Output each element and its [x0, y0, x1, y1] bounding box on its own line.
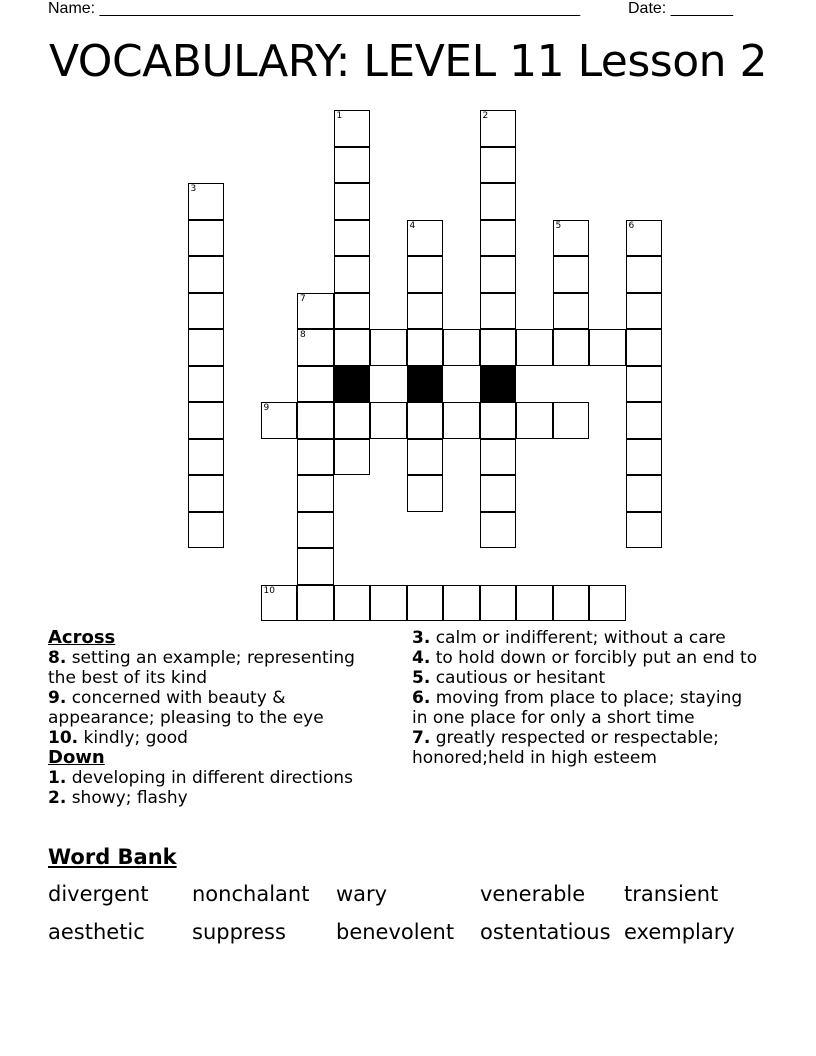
crossword-cell[interactable]	[261, 402, 298, 439]
word-bank-item: nonchalant	[192, 882, 310, 906]
crossword-cell[interactable]	[370, 585, 407, 622]
crossword-cell[interactable]	[370, 329, 407, 366]
crossword-cell[interactable]	[334, 329, 371, 366]
crossword-cell[interactable]	[334, 256, 371, 293]
crossword-cell[interactable]	[626, 475, 663, 512]
crossword-cell[interactable]	[370, 402, 407, 439]
clue-across-8: 8. setting an example; representing the best of its kind	[48, 648, 355, 688]
clue-number: 3	[190, 184, 197, 194]
word-bank	[48, 882, 768, 958]
crossword-cell[interactable]	[626, 512, 663, 549]
clue-number: 2	[482, 111, 489, 121]
crossword-black-cell	[334, 366, 371, 403]
clue-across-9: 9. concerned with beauty & appearance; pleasing to the eye	[48, 688, 324, 728]
crossword-cell[interactable]	[516, 329, 553, 366]
clue-down-4: 4. to hold down or forcibly put an end to	[412, 648, 758, 668]
clues-column-right	[412, 628, 762, 768]
crossword-cell[interactable]	[297, 402, 334, 439]
crossword-cell[interactable]	[589, 329, 626, 366]
clue-number: 9	[263, 403, 270, 413]
clue-down-2: 2. showy; flashy	[48, 788, 188, 808]
crossword-cell[interactable]	[480, 512, 517, 549]
clue-number: 10	[263, 585, 275, 596]
clue-down-5: 5. cautious or hesitant	[412, 668, 606, 688]
clue-number: 6	[628, 220, 635, 231]
crossword-cell[interactable]	[480, 293, 517, 330]
crossword-cell[interactable]	[626, 293, 663, 330]
crossword-cell[interactable]	[443, 402, 480, 439]
crossword-cell[interactable]	[480, 147, 517, 184]
crossword-cell[interactable]	[334, 585, 371, 622]
crossword-cell[interactable]	[188, 366, 225, 403]
crossword-cell[interactable]	[297, 293, 334, 330]
crossword-cell[interactable]	[188, 183, 225, 220]
crossword-cell[interactable]	[297, 439, 334, 476]
clue-down-6: 6. moving from place to place; staying in one place for only a short time	[412, 688, 743, 728]
clue-down-3: 3. calm or indifferent; without a care	[412, 628, 726, 648]
crossword-cell[interactable]	[480, 110, 517, 147]
across-heading: Across	[48, 627, 116, 648]
down-heading: Down	[48, 747, 105, 768]
word-bank-item: exemplary	[624, 920, 735, 944]
crossword-cell[interactable]	[188, 329, 225, 366]
crossword-cell[interactable]	[261, 585, 298, 622]
crossword-cell[interactable]	[297, 585, 334, 622]
crossword-cell[interactable]	[553, 329, 590, 366]
crossword-cell[interactable]	[589, 585, 626, 622]
word-bank-title: Word Bank	[48, 845, 177, 869]
crossword-cell[interactable]	[626, 220, 663, 257]
word-bank-item: divergent	[48, 882, 149, 906]
word-bank-item: ostentatious	[480, 920, 611, 944]
word-bank-row	[48, 882, 768, 920]
crossword-cell[interactable]	[480, 329, 517, 366]
crossword-cell[interactable]	[553, 293, 590, 330]
crossword-cell[interactable]	[334, 183, 371, 220]
crossword-cell[interactable]	[553, 256, 590, 293]
clue-number: 1	[336, 111, 343, 121]
crossword-cell[interactable]	[407, 402, 444, 439]
clue-across-10: 10. kindly; good	[48, 728, 188, 748]
crossword-cell[interactable]	[188, 439, 225, 476]
name-field[interactable]: Name: ______________________________________________________	[48, 0, 581, 17]
crossword-cell[interactable]	[188, 512, 225, 549]
crossword-cell[interactable]	[334, 147, 371, 184]
clue-down-7: 7. greatly respected or respectable; honored;held in high esteem	[412, 728, 719, 768]
clue-number: 4	[409, 220, 416, 231]
crossword-cell[interactable]	[626, 366, 663, 403]
crossword-cell[interactable]	[188, 220, 225, 257]
crossword-cell[interactable]	[334, 439, 371, 476]
word-bank-row	[48, 920, 768, 958]
crossword-cell[interactable]	[516, 402, 553, 439]
clue-number: 7	[300, 293, 306, 304]
crossword-cell[interactable]	[480, 585, 517, 622]
crossword-cell[interactable]	[297, 329, 334, 366]
crossword-cell[interactable]	[407, 475, 444, 512]
crossword-cell[interactable]	[553, 402, 590, 439]
word-bank-item: suppress	[192, 920, 286, 944]
crossword-cell[interactable]	[480, 475, 517, 512]
crossword-cell[interactable]	[553, 220, 590, 257]
crossword-black-cell	[480, 366, 517, 403]
crossword-cell[interactable]	[407, 585, 444, 622]
crossword-cell[interactable]	[334, 110, 371, 147]
word-bank-item: aesthetic	[48, 920, 145, 944]
crossword-cell[interactable]	[407, 329, 444, 366]
clue-number: 5	[555, 220, 562, 231]
crossword-cell[interactable]	[407, 220, 444, 257]
word-bank-item: venerable	[480, 882, 586, 906]
clue-down-1: 1. developing in different directions	[48, 768, 353, 788]
word-bank-item: wary	[336, 882, 388, 906]
crossword-cell[interactable]	[188, 293, 225, 330]
crossword-black-cell	[407, 366, 444, 403]
crossword-cell[interactable]	[480, 220, 517, 257]
word-bank-item: benevolent	[336, 920, 455, 944]
clues-column-left	[48, 628, 388, 808]
date-field[interactable]: Date: _______	[628, 0, 733, 17]
crossword-cell[interactable]	[443, 329, 480, 366]
crossword-cell[interactable]	[188, 256, 225, 293]
crossword-cell[interactable]	[334, 293, 371, 330]
crossword-cell[interactable]	[480, 402, 517, 439]
crossword-cell[interactable]	[334, 220, 371, 257]
crossword-cell[interactable]	[626, 256, 663, 293]
crossword-cell[interactable]	[480, 183, 517, 220]
crossword-cell[interactable]	[516, 585, 553, 622]
word-bank-item: transient	[624, 882, 719, 906]
crossword-cell[interactable]	[480, 439, 517, 476]
crossword-cell[interactable]	[407, 293, 444, 330]
crossword-cell[interactable]	[407, 256, 444, 293]
crossword-cell[interactable]	[626, 329, 663, 366]
crossword-cell[interactable]	[480, 256, 517, 293]
clue-number: 8	[300, 330, 306, 340]
crossword-cell[interactable]	[297, 548, 334, 585]
crossword-cell[interactable]	[297, 475, 334, 512]
crossword-cell[interactable]	[297, 512, 334, 549]
crossword-cell[interactable]	[407, 439, 444, 476]
crossword-cell[interactable]	[188, 402, 225, 439]
crossword-cell[interactable]	[334, 402, 371, 439]
crossword-cell[interactable]	[626, 402, 663, 439]
crossword-cell[interactable]	[443, 585, 480, 622]
crossword-cell[interactable]	[553, 585, 590, 622]
page-title: VOCABULARY: LEVEL 11 Lesson 2	[48, 36, 768, 87]
crossword-cell[interactable]	[188, 475, 225, 512]
crossword-cell[interactable]	[626, 439, 663, 476]
crossword-cell[interactable]	[297, 366, 334, 403]
